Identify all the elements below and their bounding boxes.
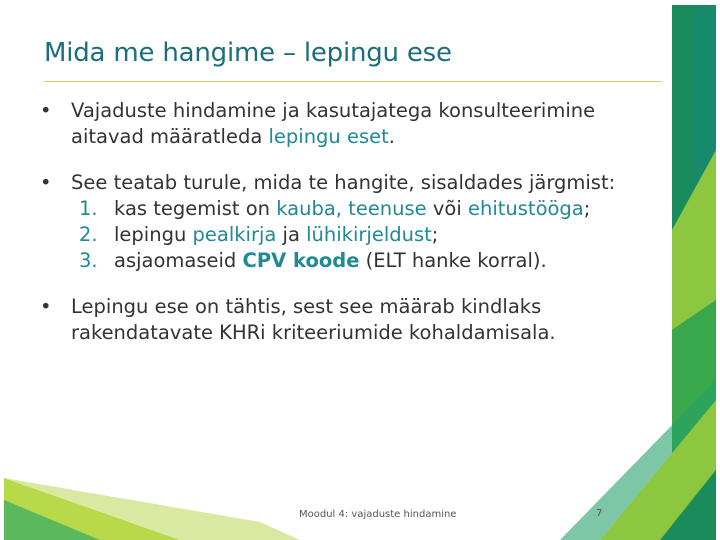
item-text: ;	[431, 223, 439, 246]
bullet-symbol: •	[40, 171, 52, 194]
item-text: või	[426, 197, 468, 220]
item-text: ja	[276, 223, 307, 246]
highlight-term: lepingu eset	[268, 125, 389, 148]
title-divider	[44, 81, 662, 82]
bullet-item	[38, 294, 648, 346]
slide-body	[38, 98, 648, 366]
item-text: kas tegemist on	[114, 197, 277, 220]
item-text: asjaomaseid	[114, 249, 243, 272]
bullet-text: .	[388, 125, 395, 148]
highlight-term: CPV koode	[242, 249, 360, 272]
highlight-term: ehitustööga	[467, 197, 584, 220]
bullet-text: Lepingu ese on tähtis, sest see määrab kindlaks rakendatavate KHRi kriteeriumide kohaldamisala.	[71, 295, 556, 344]
numbered-item	[71, 222, 648, 248]
item-number: 2.	[79, 223, 98, 246]
numbered-item	[71, 196, 648, 222]
highlight-term: kauba, teenuse	[276, 197, 427, 220]
page-number: 7	[596, 508, 603, 519]
item-text: (ELT hanke korral).	[359, 249, 547, 272]
item-number: 1.	[79, 197, 98, 220]
highlight-term: pealkirja	[192, 223, 277, 246]
bullet-item	[38, 170, 648, 274]
highlight-term: lühikirjeldust	[306, 223, 432, 246]
footer-text: Moodul 4: vajaduste hindamine	[299, 509, 457, 520]
item-text: lepingu	[114, 223, 193, 246]
item-text: ;	[583, 197, 591, 220]
item-number: 3.	[79, 249, 98, 272]
bullet-symbol: •	[40, 295, 52, 318]
bullet-text: See teatab turule, mida te hangite, sisaldades järgmist:	[71, 171, 616, 194]
numbered-item	[71, 248, 648, 274]
slide-title: Mida me hangime – lepingu ese	[44, 38, 452, 68]
numbered-list	[71, 196, 648, 274]
bullet-text: Vajaduste hindamine ja kasutajatega konsulteerimine aitavad määratleda	[71, 99, 596, 148]
bullet-symbol: •	[40, 99, 52, 122]
bullet-item	[38, 98, 648, 150]
